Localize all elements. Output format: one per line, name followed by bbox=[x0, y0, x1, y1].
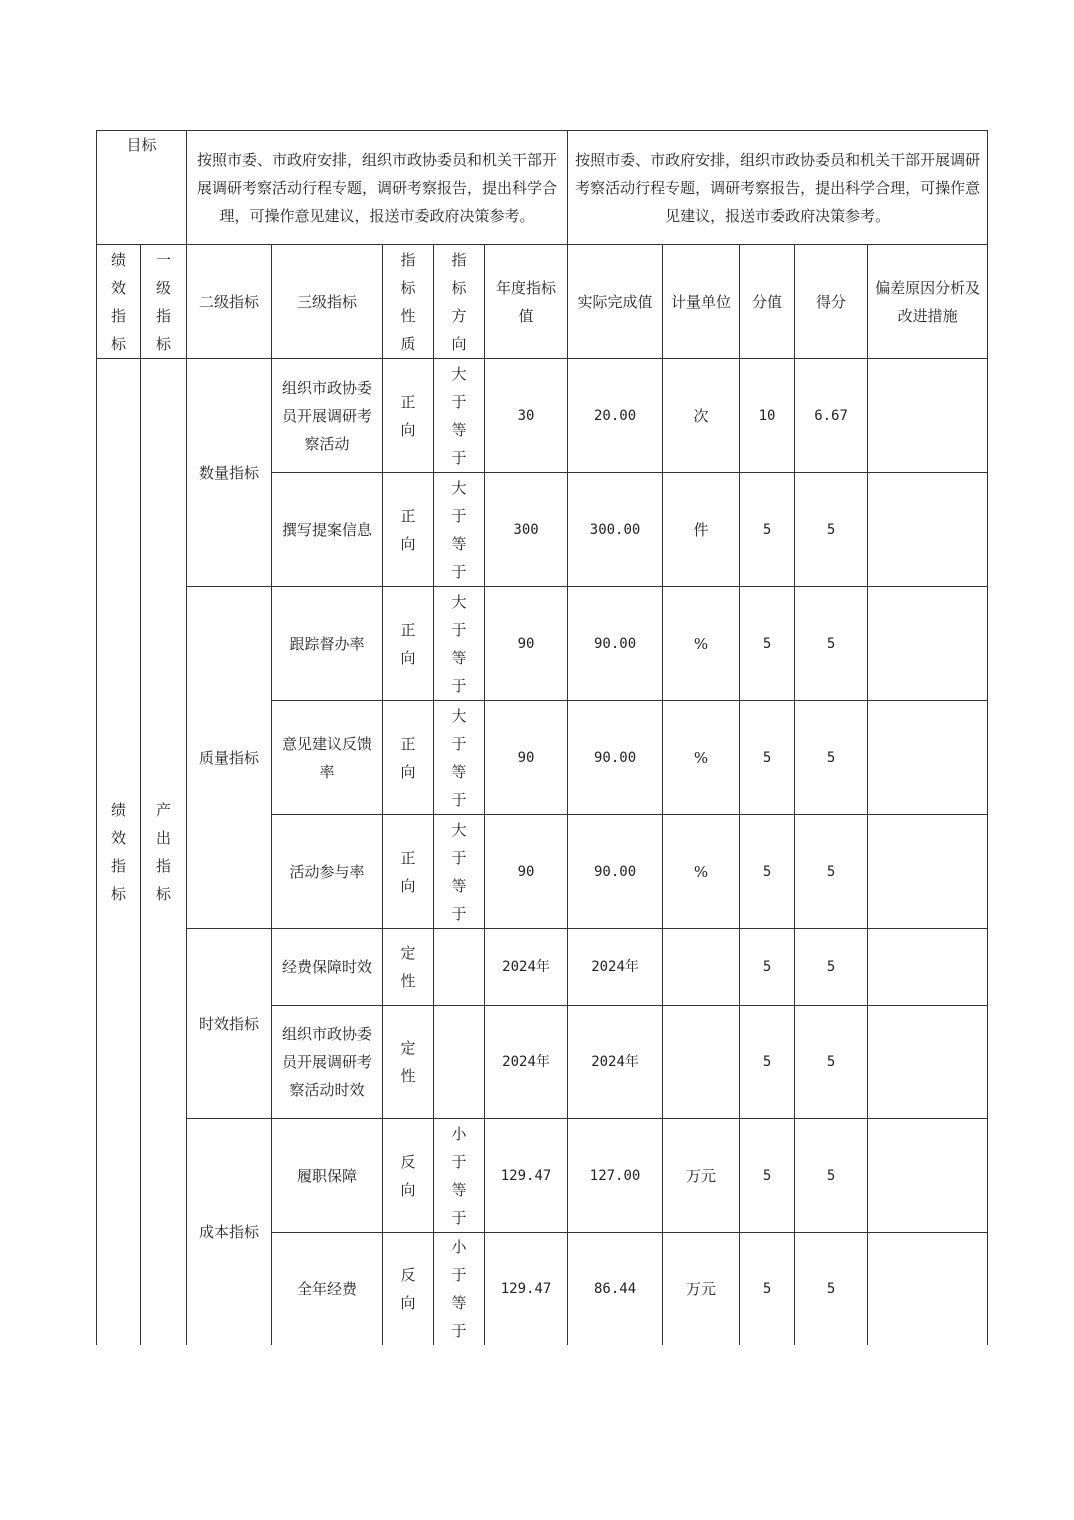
nature-cell: 正向 bbox=[383, 701, 434, 815]
analysis-cell bbox=[868, 1119, 988, 1233]
score-cell: 5 bbox=[795, 587, 868, 701]
target-cell: 129.47 bbox=[485, 1119, 568, 1233]
score-cell: 5 bbox=[795, 701, 868, 815]
nature-cell: 正向 bbox=[383, 815, 434, 929]
score-cell: 5 bbox=[795, 1006, 868, 1119]
nature-cell: 定性 bbox=[383, 1006, 434, 1119]
actual-cell: 127.00 bbox=[568, 1119, 663, 1233]
nature-cell: 反向 bbox=[383, 1233, 434, 1346]
nature-cell: 正向 bbox=[383, 587, 434, 701]
unit-cell: 次 bbox=[663, 359, 740, 473]
section-timeliness: 时效指标 bbox=[187, 929, 272, 1119]
score-cell: 5 bbox=[795, 815, 868, 929]
target-cell: 2024年 bbox=[485, 1006, 568, 1119]
goal-label: 目标 bbox=[97, 131, 187, 245]
header-perf: 绩效指标 bbox=[97, 245, 141, 359]
score-cell: 6.67 bbox=[795, 359, 868, 473]
indicator-cell: 意见建议反馈率 bbox=[272, 701, 383, 815]
analysis-cell bbox=[868, 929, 988, 1006]
actual-cell: 90.00 bbox=[568, 587, 663, 701]
unit-cell: % bbox=[663, 587, 740, 701]
header-level2: 二级指标 bbox=[187, 245, 272, 359]
weight-cell: 5 bbox=[740, 587, 795, 701]
analysis-cell bbox=[868, 473, 988, 587]
weight-cell: 5 bbox=[740, 1233, 795, 1346]
indicator-cell: 组织市政协委员开展调研考察活动时效 bbox=[272, 1006, 383, 1119]
unit-cell: 万元 bbox=[663, 1119, 740, 1233]
actual-cell: 300.00 bbox=[568, 473, 663, 587]
actual-cell: 20.00 bbox=[568, 359, 663, 473]
direction-cell: 大于等于 bbox=[434, 359, 485, 473]
target-cell: 300 bbox=[485, 473, 568, 587]
table-row bbox=[97, 1119, 988, 1233]
header-direction: 指标方向 bbox=[434, 245, 485, 359]
table-row bbox=[97, 587, 988, 701]
direction-cell: 大于等于 bbox=[434, 815, 485, 929]
section-quantity: 数量指标 bbox=[187, 359, 272, 587]
analysis-cell bbox=[868, 1006, 988, 1119]
score-cell: 5 bbox=[795, 1233, 868, 1346]
actual-cell: 86.44 bbox=[568, 1233, 663, 1346]
actual-cell: 90.00 bbox=[568, 701, 663, 815]
header-analysis: 偏差原因分析及改进措施 bbox=[868, 245, 988, 359]
header-nature: 指标性质 bbox=[383, 245, 434, 359]
target-cell: 2024年 bbox=[485, 929, 568, 1006]
weight-cell: 5 bbox=[740, 929, 795, 1006]
target-cell: 30 bbox=[485, 359, 568, 473]
section-quality: 质量指标 bbox=[187, 587, 272, 929]
unit-cell: 件 bbox=[663, 473, 740, 587]
target-cell: 90 bbox=[485, 587, 568, 701]
performance-table bbox=[96, 130, 988, 1345]
direction-cell: 大于等于 bbox=[434, 587, 485, 701]
target-cell: 129.47 bbox=[485, 1233, 568, 1346]
target-cell: 90 bbox=[485, 815, 568, 929]
weight-cell: 5 bbox=[740, 1006, 795, 1119]
indicator-cell: 经费保障时效 bbox=[272, 929, 383, 1006]
unit-cell bbox=[663, 929, 740, 1006]
indicator-cell: 跟踪督办率 bbox=[272, 587, 383, 701]
nature-cell: 定性 bbox=[383, 929, 434, 1006]
weight-cell: 5 bbox=[740, 701, 795, 815]
weight-cell: 5 bbox=[740, 1119, 795, 1233]
table-row bbox=[97, 929, 988, 1006]
header-level3: 三级指标 bbox=[272, 245, 383, 359]
goal-planned: 按照市委、市政府安排，组织市政协委员和机关干部开展调研考察活动行程专题，调研考察报告，提出科学合理，可操作意见建议，报送市委政府决策参考。 bbox=[187, 131, 568, 245]
direction-cell: 小于等于 bbox=[434, 1119, 485, 1233]
nature-cell: 反向 bbox=[383, 1119, 434, 1233]
goal-actual: 按照市委、市政府安排，组织市政协委员和机关干部开展调研考察活动行程专题，调研考察报告，提出科学合理，可操作意见建议，报送市委政府决策参考。 bbox=[568, 131, 988, 245]
score-cell: 5 bbox=[795, 473, 868, 587]
direction-cell: 大于等于 bbox=[434, 473, 485, 587]
indicator-cell: 组织市政协委员开展调研考察活动 bbox=[272, 359, 383, 473]
direction-cell bbox=[434, 1006, 485, 1119]
header-level1: 一级指标 bbox=[141, 245, 187, 359]
analysis-cell bbox=[868, 587, 988, 701]
analysis-cell bbox=[868, 701, 988, 815]
goal-row bbox=[97, 131, 988, 245]
header-unit: 计量单位 bbox=[663, 245, 740, 359]
target-cell: 90 bbox=[485, 701, 568, 815]
header-row bbox=[97, 245, 988, 359]
table-row bbox=[97, 359, 988, 473]
unit-cell: % bbox=[663, 815, 740, 929]
weight-cell: 5 bbox=[740, 815, 795, 929]
unit-cell: % bbox=[663, 701, 740, 815]
analysis-cell bbox=[868, 359, 988, 473]
unit-cell: 万元 bbox=[663, 1233, 740, 1346]
section-perf: 绩效指标 bbox=[97, 359, 141, 1346]
header-weight: 分值 bbox=[740, 245, 795, 359]
actual-cell: 2024年 bbox=[568, 929, 663, 1006]
actual-cell: 90.00 bbox=[568, 815, 663, 929]
weight-cell: 5 bbox=[740, 473, 795, 587]
nature-cell: 正向 bbox=[383, 359, 434, 473]
direction-cell: 小于等于 bbox=[434, 1233, 485, 1346]
actual-cell: 2024年 bbox=[568, 1006, 663, 1119]
indicator-cell: 全年经费 bbox=[272, 1233, 383, 1346]
header-target: 年度指标值 bbox=[485, 245, 568, 359]
section-output: 产出指标 bbox=[141, 359, 187, 1346]
direction-cell: 大于等于 bbox=[434, 701, 485, 815]
weight-cell: 10 bbox=[740, 359, 795, 473]
indicator-cell: 活动参与率 bbox=[272, 815, 383, 929]
analysis-cell bbox=[868, 1233, 988, 1346]
header-actual: 实际完成值 bbox=[568, 245, 663, 359]
section-cost: 成本指标 bbox=[187, 1119, 272, 1346]
direction-cell bbox=[434, 929, 485, 1006]
indicator-cell: 撰写提案信息 bbox=[272, 473, 383, 587]
nature-cell: 正向 bbox=[383, 473, 434, 587]
analysis-cell bbox=[868, 815, 988, 929]
indicator-cell: 履职保障 bbox=[272, 1119, 383, 1233]
score-cell: 5 bbox=[795, 1119, 868, 1233]
header-score: 得分 bbox=[795, 245, 868, 359]
unit-cell bbox=[663, 1006, 740, 1119]
score-cell: 5 bbox=[795, 929, 868, 1006]
